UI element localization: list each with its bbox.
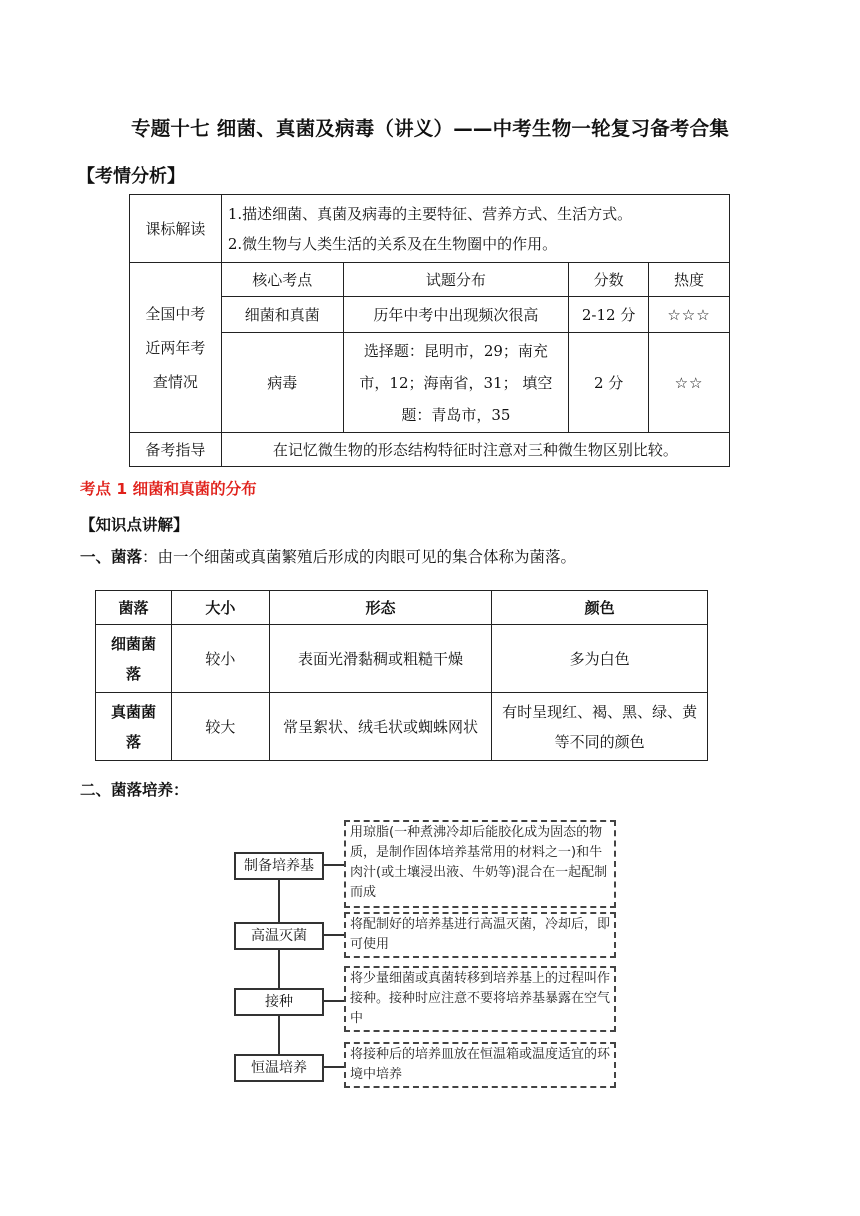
knowledge-heading: 【知识点讲解】 (80, 516, 189, 534)
flow-step-inoculate: 接种 (234, 988, 324, 1016)
flow-link (324, 934, 344, 936)
colony-header-color: 颜色 (492, 591, 708, 625)
colony-header-name: 菌落 (96, 591, 172, 625)
page-title: 专题十七 细菌、真菌及病毒（讲义）——中考生物一轮复习备考合集 (131, 117, 729, 140)
standard-label: 课标解读 (130, 195, 222, 263)
row-heat: ☆☆ (649, 333, 730, 433)
flow-step-sterilize: 高温灭菌 (234, 922, 324, 950)
colony-row-shape: 表面光滑黏稠或粗糙干燥 (269, 625, 492, 693)
flow-desc-prepare: 用琼脂(一种煮沸冷却后能胶化成为固态的物质，是制作固体培养基常用的材料之一)和牛肉汁(或土壤浸出液、牛奶等)混合在一起配制而成 (344, 820, 616, 908)
flow-desc-incubate: 将接种后的培养皿放在恒温箱或温度适宜的环境中培养 (344, 1042, 616, 1088)
guide-label: 备考指导 (130, 433, 222, 467)
header-heat: 热度 (649, 263, 730, 297)
culture-flowchart (230, 818, 630, 1096)
flow-step-incubate: 恒温培养 (234, 1054, 324, 1082)
kaodian-heading: 考点 1 细菌和真菌的分布 (80, 480, 257, 498)
row-score: 2-12 分 (569, 297, 649, 333)
colony-header-size: 大小 (171, 591, 269, 625)
colony-row-color: 多为白色 (492, 625, 708, 693)
row-point: 细菌和真菌 (221, 297, 343, 333)
row-distribution: 历年中考中出现频次很高 (343, 297, 569, 333)
row-score: 2 分 (569, 333, 649, 433)
colony-header-shape: 形态 (269, 591, 492, 625)
standard-content (221, 195, 729, 263)
colony-row-color: 有时呈现红、褐、黑、绿、黄等不同的颜色 (492, 693, 708, 761)
standard-line: 1.描述细菌、真菌及病毒的主要特征、营养方式、生活方式。 (227, 204, 633, 223)
row-point: 病毒 (221, 333, 343, 433)
row-distribution: 选择题：昆明市，29；南充市，12；海南省，31； 填空题：青岛市，35 (343, 333, 569, 433)
flow-desc-inoculate: 将少量细菌或真菌转移到培养基上的过程叫作接种。接种时应注意不要将培养基暴露在空气中 (344, 966, 616, 1032)
flow-link (324, 1066, 344, 1068)
section-analysis-heading: 【考情分析】 (77, 166, 185, 187)
standard-line: 2.微生物与人类生活的关系及在生物圈中的作用。 (227, 234, 558, 253)
guide-text: 在记忆微生物的形态结构特征时注意对三种微生物区别比较。 (221, 433, 729, 467)
colony-def-text: ：由一个细菌或真菌繁殖后形成的肉眼可见的集合体称为菌落。 (142, 548, 577, 566)
header-core-point: 核心考点 (221, 263, 343, 297)
flow-connector (278, 878, 280, 1068)
row-heat: ☆☆☆ (649, 297, 730, 333)
colony-definition (80, 545, 576, 567)
colony-row-shape: 常呈絮状、绒毛状或蜘蛛网状 (269, 693, 492, 761)
culture-heading (80, 778, 189, 800)
header-score: 分数 (569, 263, 649, 297)
header-distribution: 试题分布 (343, 263, 569, 297)
colony-def-head: 一、菌落 (80, 548, 143, 566)
exam-analysis-table (129, 194, 730, 467)
flow-link (324, 1000, 344, 1002)
flow-step-prepare: 制备培养基 (234, 852, 324, 880)
flow-desc-sterilize: 将配制好的培养基进行高温灭菌，冷却后，即可使用 (344, 912, 616, 958)
culture-head: 二、菌落培养： (80, 781, 189, 799)
colony-row-name: 真菌菌落 (96, 693, 172, 761)
colony-table (95, 590, 708, 761)
colony-row-name: 细菌菌落 (96, 625, 172, 693)
flow-link (324, 864, 344, 866)
colony-row-size: 较小 (171, 625, 269, 693)
colony-row-size: 较大 (171, 693, 269, 761)
exam-label: 全国中考近两年考查情况 (130, 263, 222, 433)
